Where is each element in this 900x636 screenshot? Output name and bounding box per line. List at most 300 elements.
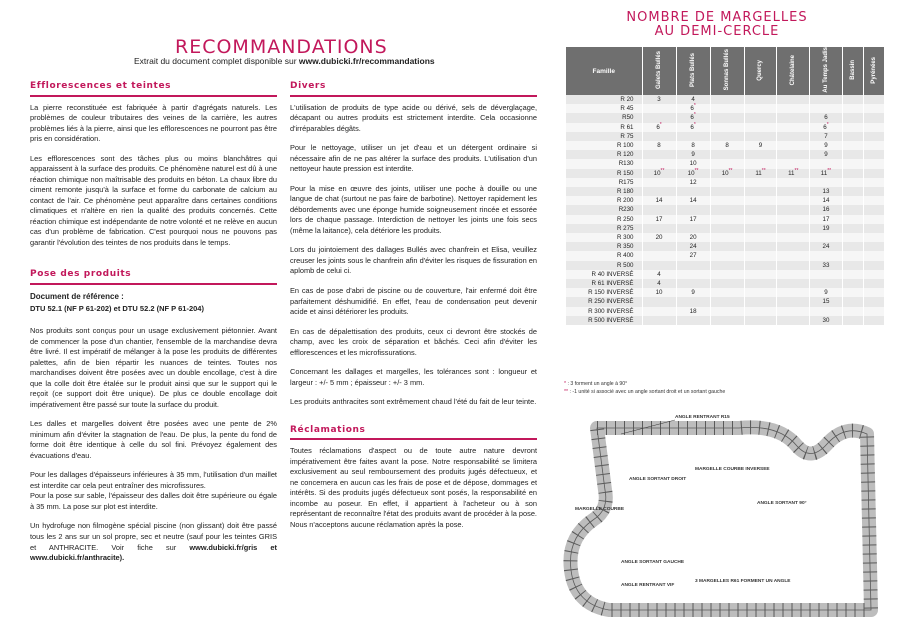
table-cell [744,123,777,132]
table-cell [863,159,884,168]
label-angle-rentrant-vif: ANGLE RENTRANT VIF [621,583,675,588]
table-cell [744,288,777,297]
table-cell: 24 [676,242,710,251]
table-cell [710,288,744,297]
table-cell [777,288,810,297]
table-cell-famille: R50 [566,113,642,122]
table-cell [710,270,744,279]
table-cell: 11** [777,169,810,178]
table-cell [777,242,810,251]
table-body [566,95,885,325]
table-cell [777,297,810,306]
table-cell [744,224,777,233]
table-cell [863,224,884,233]
table-cell: 9 [676,150,710,159]
table-cell [710,123,744,132]
table-cell [710,150,744,159]
table-cell: 4 [642,279,676,288]
table-cell [642,187,676,196]
footnote-mark: ** [827,167,832,174]
table-cell: 30 [810,316,843,325]
table-cell: 27 [676,251,710,260]
table-cell-famille: R 120 [566,150,642,159]
table-cell [710,261,744,270]
table-cell [744,150,777,159]
table-cell: 6* [676,104,710,113]
table-cell [676,297,710,306]
table-cell [810,270,843,279]
table-cell [777,251,810,260]
footnote-mark: * [659,121,662,128]
reclamations-p1: Toutes réclamations d'aspect ou de toute autre nature devront impérativement être faites avant la pose. Notre responsabilité se limitera exclusivement au seul remboursement des produits jugés défectueux, et ne concernera en aucun cas les frais de pose et de dépose, dommages et intérêts. Si des produits jugés défectueux sont posés, la responsabilité en incombe au poseur. En effet, il appartient à l'acheteur ou à son représentant de reconnaître l'état des produits avant de procéder à la pose. Nous n'acceptons aucune réclamation après la pose. [290,446,537,529]
table-cell: 18 [676,307,710,316]
table-cell [676,270,710,279]
page-title: RECOMMANDATIONS [175,36,388,58]
table-cell-famille: R 200 [566,196,642,205]
table-row [566,224,885,233]
table-cell [777,113,810,122]
table-cell [842,307,863,316]
table-cell [863,150,884,159]
table-cell [863,270,884,279]
table-cell [863,113,884,122]
table-row [566,233,885,242]
table-cell: 9 [676,288,710,297]
legend-line-1: * : 3 forment un angle à 90° [564,381,628,387]
footnote-mark: ** [728,167,733,174]
pose-p3b: Pour la pose sur sable, l'épaisseur des dalles doit être supérieure ou égale à 35 mm. La pose sur plot est interdite. [30,491,277,511]
table-cell [777,261,810,270]
table-cell [842,104,863,113]
table-cell [710,316,744,325]
section-title-pose: Pose des produits [30,268,277,285]
pool-coping-diagram [549,400,889,630]
table-cell [676,261,710,270]
table-cell [710,307,744,316]
table-cell [842,288,863,297]
table-cell: 9 [810,150,843,159]
table-cell [744,132,777,141]
table-cell: 6* [810,123,843,132]
table-row [566,279,885,288]
table-row [566,178,885,187]
table-cell [842,141,863,150]
table-cell [777,178,810,187]
table-cell [777,132,810,141]
table-cell [744,187,777,196]
table-cell [777,224,810,233]
table-cell: 8 [642,141,676,150]
table-cell [642,261,676,270]
table-cell-famille: R 61 [566,123,642,132]
table-cell [777,215,810,224]
table-row [566,150,885,159]
table-cell [744,196,777,205]
table-cell [863,288,884,297]
table-row [566,251,885,260]
table-cell [744,261,777,270]
table-cell [744,242,777,251]
table-cell [810,251,843,260]
table-cell [863,279,884,288]
table-cell-famille: R130 [566,159,642,168]
table-cell [710,233,744,242]
table-cell [777,159,810,168]
table-cell: 33 [810,261,843,270]
pose-p3a: Pour les dallages d'épaisseurs inférieures à 35 mm, l'utilisation d'un maillet est interdite car cela peut entraîner des microfissures. [30,470,277,490]
table-cell [842,224,863,233]
table-header-au-temps-jadis: Au Temps Jadis [810,47,843,95]
table-header-galets: Galets Bullés [642,47,676,95]
table-row [566,141,885,150]
table-cell-famille: R 300 INVERSÉ [566,307,642,316]
table-cell-famille: R 61 INVERSÉ [566,279,642,288]
table-cell [676,205,710,214]
table-cell [863,178,884,187]
table-cell [710,104,744,113]
table-cell [642,307,676,316]
reference-title: Document de référence : [30,292,124,302]
footnote-mark: * [826,121,829,128]
table-cell [676,187,710,196]
subtitle-link[interactable]: www.dubicki.fr/recommandations [298,56,435,66]
column-middle [290,80,537,540]
table-cell [642,224,676,233]
table-cell: 3 [642,95,676,104]
table-cell [777,95,810,104]
table-cell [744,279,777,288]
table-cell-famille: R 100 [566,141,642,150]
table-cell-famille: R 150 [566,169,642,178]
table-cell [863,141,884,150]
table-cell [777,141,810,150]
table-cell [642,104,676,113]
table-cell [842,242,863,251]
table-cell [744,297,777,306]
table-cell [744,233,777,242]
table-cell [676,224,710,233]
table-cell [842,279,863,288]
table-cell [777,196,810,205]
table-header-famille: Famille [566,47,642,95]
table-row [566,205,885,214]
table-cell [744,113,777,122]
section-title-divers: Divers [290,80,537,97]
table-cell: 17 [676,215,710,224]
table-cell [642,251,676,260]
table-cell [842,196,863,205]
table-header-plats: Plats Bullés [676,47,710,95]
table-header-pyrenees: Pyrénées [863,47,884,95]
table-cell [810,178,843,187]
table-cell [642,205,676,214]
pose-p1: Nos produits sont conçus pour un usage exclusivement piétonnier. Avant de commencer la pose d'un chantier, l'ensemble de la marchandise devra être livré. Il est impératif de mélanger à la pose les produits de différentes palettes, afin de bien répartir les nuances de teintes. Toutes nos marchandises doivent être posées avec un double encollage, c'est à dire que la colle doit être étalée sur le produit ainsi que sur le support qui le reçoit (ce support doit être unique). De plus ce double encollage doit impérativement être passé sur toute la surface du produit. [30,326,277,409]
label-angle-rentrant-r15: ANGLE RENTRANT R15 [675,415,730,420]
table-cell: 10** [642,169,676,178]
table-cell [642,159,676,168]
table-cell [842,159,863,168]
table-row [566,316,885,325]
footnote-mark: ** [694,167,699,174]
table-row [566,104,885,113]
table-cell [642,150,676,159]
table-cell-famille: R 150 INVERSÉ [566,288,642,297]
subtitle-text: Extrait du document complet disponible sur [134,56,299,66]
footnote-mark: ** [794,167,799,174]
table-row [566,297,885,306]
table-row [566,261,885,270]
table-cell [863,307,884,316]
table-cell [777,307,810,316]
table-cell [642,297,676,306]
table-cell-famille: R 250 INVERSÉ [566,297,642,306]
table-row [566,187,885,196]
table-cell [744,307,777,316]
table-cell: 9 [744,141,777,150]
margelles-title [582,11,852,40]
table-cell-famille: R 400 [566,251,642,260]
table-cell: 16 [810,205,843,214]
table-cell-famille: R 250 [566,215,642,224]
table-cell [744,270,777,279]
table-cell [744,178,777,187]
page-subtitle [134,56,435,66]
table-cell-famille: R 180 [566,187,642,196]
margelles-table [566,47,885,325]
table-cell [744,159,777,168]
table-cell-famille: R 500 [566,261,642,270]
table-row [566,288,885,297]
table-cell [642,316,676,325]
table-cell [642,242,676,251]
table-header-bassin: Bassin [842,47,863,95]
table-cell [710,187,744,196]
label-angle-sortant-gauche: ANGLE SORTANT GAUCHE [621,560,685,565]
table-cell: 8 [710,141,744,150]
table-cell: 11** [810,169,843,178]
table-cell-famille: R 350 [566,242,642,251]
table-cell [863,95,884,104]
table-cell [863,132,884,141]
table-cell [863,104,884,113]
table-cell [842,95,863,104]
table-cell [842,169,863,178]
table-row [566,270,885,279]
table-row [566,169,885,178]
table-cell: 17 [642,215,676,224]
pose-p4 [30,521,277,563]
table-cell: 13 [810,187,843,196]
table-cell: 4 [642,270,676,279]
divers-p6: En cas de dépalettisation des produits, ceux ci devront être stockés de champ, avec les croix de séparation et bâchés. Ceci afin d'éviter les efflorescences et les microfissurations. [290,326,537,357]
table-cell-famille: R 20 [566,95,642,104]
table-cell [777,123,810,132]
table-cell: 15 [810,297,843,306]
table-cell [863,123,884,132]
table-cell [842,261,863,270]
table-cell [744,104,777,113]
table-cell [710,159,744,168]
table-cell [863,215,884,224]
efflorescences-p1: La pierre reconstituée est fabriquée à partir d'agrégats naturels. Les problèmes de couleur tributaires des veines de la carrière, les autres problèmes liés à la pierre, ainsi que les efflorescences ne pourront pas être pris en considération. [30,102,277,144]
table-cell: 17 [810,215,843,224]
table-cell [863,297,884,306]
table-cell [842,123,863,132]
table-cell-famille: R230 [566,205,642,214]
table-cell [810,95,843,104]
table-cell [842,251,863,260]
section-title-efflorescences: Efflorescences et teintes [30,80,277,97]
table-cell: 7 [810,132,843,141]
divers-p7: Concernant les dallages et margelles, les tolérances sont : longueur et largeur : +/- 5 mm ; épaisseur : +/- 3 mm. [290,367,537,387]
table-row [566,113,885,122]
table-cell: 9 [810,141,843,150]
table-cell-famille: R 40 INVERSÉ [566,270,642,279]
table-cell-famille: R175 [566,178,642,187]
table-cell: 6* [642,123,676,132]
table-cell [777,150,810,159]
reference-dtu: DTU 52.1 (NF P 61-202) et DTU 52.2 (NF P 61-204) [30,303,204,313]
footnote-mark: * [693,103,696,110]
table-cell [777,187,810,196]
table-cell: 20 [676,233,710,242]
table-cell [842,233,863,242]
table-cell [710,196,744,205]
table-cell [842,178,863,187]
table-cell: 11** [744,169,777,178]
table-cell [642,132,676,141]
footnote-mark: ** [660,167,665,174]
table-cell [863,169,884,178]
divers-p1: L'utilisation de produits de type acide ou dérivé, sels de déverglaçage, décapant ou autres produits est strictement interdite. Cela occasionne d'irréparables dégâts. [290,102,537,133]
table-cell: 14 [676,196,710,205]
table-cell: 10 [642,288,676,297]
table-cell [863,187,884,196]
label-angle-sortant-90: ANGLE SORTANT 90° [757,501,807,506]
table-cell [842,150,863,159]
table-header-sonnas: Sonnas Bullés [710,47,744,95]
table-row [566,196,885,205]
table-cell: 6* [676,113,710,122]
footnote-mark: * [693,121,696,128]
divers-p5: En cas de pose d'abri de piscine ou de couverture, l'air enfermé doit être parfaitement déshumidifié. En effet, l'eau de condensation peut devenir acide et ainsi détériorer les produits. [290,285,537,317]
table-cell: 10** [676,169,710,178]
footnote-mark: * [693,112,696,119]
table-cell [710,215,744,224]
pose-p2: Les dalles et margelles doivent être posées avec une pente de 2% minimum afin d'éviter la stagnation de l'eau. De plus, la pente du fond de forme doit être identique à celle du sol fini. Prévoyez également des évacuations d'eau. [30,419,277,460]
table-cell-famille: R 75 [566,132,642,141]
table-cell [777,233,810,242]
table-cell [710,279,744,288]
table-cell [810,104,843,113]
section-title-reclamations: Réclamations [290,424,537,441]
table-cell-famille: R 45 [566,104,642,113]
table-cell [777,316,810,325]
table-cell: 12 [676,178,710,187]
table-cell [744,215,777,224]
table-cell [842,297,863,306]
label-margelle-courbe: MARGELLE COURBE [575,507,625,512]
footnote-mark: ** [761,167,766,174]
table-row [566,132,885,141]
table-cell [710,242,744,251]
table-cell: 20 [642,233,676,242]
table-cell [842,132,863,141]
label-angle-sortant-droit: ANGLE SORTANT DROIT [629,477,687,482]
table-cell: 8 [676,141,710,150]
table-cell: 14 [642,196,676,205]
table-cell: 9 [810,288,843,297]
table-row [566,95,885,104]
table-cell [777,279,810,288]
table-cell [710,95,744,104]
table-cell [842,316,863,325]
table-cell [744,95,777,104]
table-cell [863,261,884,270]
label-margelle-courbe-inversee: MARGELLE COURBE INVERSEE [695,467,770,472]
table-cell [863,233,884,242]
table-cell: 10** [710,169,744,178]
legend-line-2: ** : -1 unité si associé avec un angle sortant droit et un sortant gauche [564,388,726,395]
table-cell [777,270,810,279]
divers-p4: Lors du jointoiement des dallages Bullés avec chanfrein et Elisa, veuillez creuser les joints sous le chanfrein afin d'éviter les risques de fissuration en aplomb de celui ci. [290,245,537,276]
table-cell [842,113,863,122]
table-cell [676,316,710,325]
table-cell [842,205,863,214]
pose-p4-links[interactable]: www.dubicki.fr/gris et www.dubicki.fr/anthracite). [30,542,278,563]
table-row [566,307,885,316]
table-cell [710,113,744,122]
table-cell [710,297,744,306]
table-cell [863,316,884,325]
table-header-quercy: Quercy [744,47,777,95]
margelles-title-line2: AU DEMI-CERCLE [654,24,780,40]
table-cell [810,233,843,242]
table-row [566,159,885,168]
table-cell [744,205,777,214]
table-cell [777,205,810,214]
table-cell: 6 [810,113,843,122]
table-cell [710,205,744,214]
pose-p4-text: Un hydrofuge non filmogène spécial piscine (non glissant) doit être passé tous les 2 ans sur un sol propre, sec et neutre (sauf pour les teintes GRIS et ANTHRACITE. Voir fiche sur [30,521,277,552]
efflorescences-p2: Les efflorescences sont des tâches plus ou moins blanchâtres qui apparaissent à la surface des produits. Ce phénomène naturel est dû à une réaction chimique non maîtrisable des produits en béton. La chaux libre du ciment remonte jusqu'à la surface et forme du carbonate de calcium au contact de l'air. Ce phénomène peut apparaître dans certaines conditions climatiques et n'altère en rien la qualité des produits concernés. Cette réaction chimique est indépendante de notre volonté et ne relève en aucun cas d'un problème de fabrication. C'est pourquoi nous ne pouvons pas garantir l'évolution des teintes de nos produits dans le temps. [30,153,277,247]
table-cell [676,279,710,288]
table-row [566,242,885,251]
table-cell: 10 [676,159,710,168]
table-cell: 6* [676,123,710,132]
table-legend [564,381,725,397]
divers-p2: Pour le nettoyage, utiliser un jet d'eau et un détergent ordinaire si nécessaire afin de ne pas altérer la surface des produits. L'utilisation d'un nettoyeur haute pression est interdite. [290,143,537,174]
table-row [566,215,885,224]
table-cell: 19 [810,224,843,233]
table-cell [710,132,744,141]
divers-p8: Les produits anthracites sont extrêmement chaud l'été du fait de leur teinte. [290,397,537,407]
table-cell: 24 [810,242,843,251]
table-cell [863,196,884,205]
label-r61-angle: 3 MARGELLES R61 FORMENT UN ANGLE [695,579,791,584]
margelles-title-line1: NOMBRE DE MARGELLES [626,10,808,25]
table-cell-famille: R 275 [566,224,642,233]
table-header-chatelaine: Châtelaine [777,47,810,95]
table-cell [710,251,744,260]
table-cell [863,242,884,251]
divers-p3: Pour la mise en œuvre des joints, utiliser une poche à douille ou une langue de chat (surtout ne pas faire de barbotine). Nettoyer rapidement les débordements avec une éponge humide soigneusement rincée et essorée lors de chaque passage. Interdiction de nettoyer les joints une fois secs (même la laitance), cela détériore les produits. [290,183,537,235]
table-cell [744,316,777,325]
table-cell [863,251,884,260]
table-cell [642,178,676,187]
table-cell-famille: R 300 [566,233,642,242]
table-cell [777,104,810,113]
